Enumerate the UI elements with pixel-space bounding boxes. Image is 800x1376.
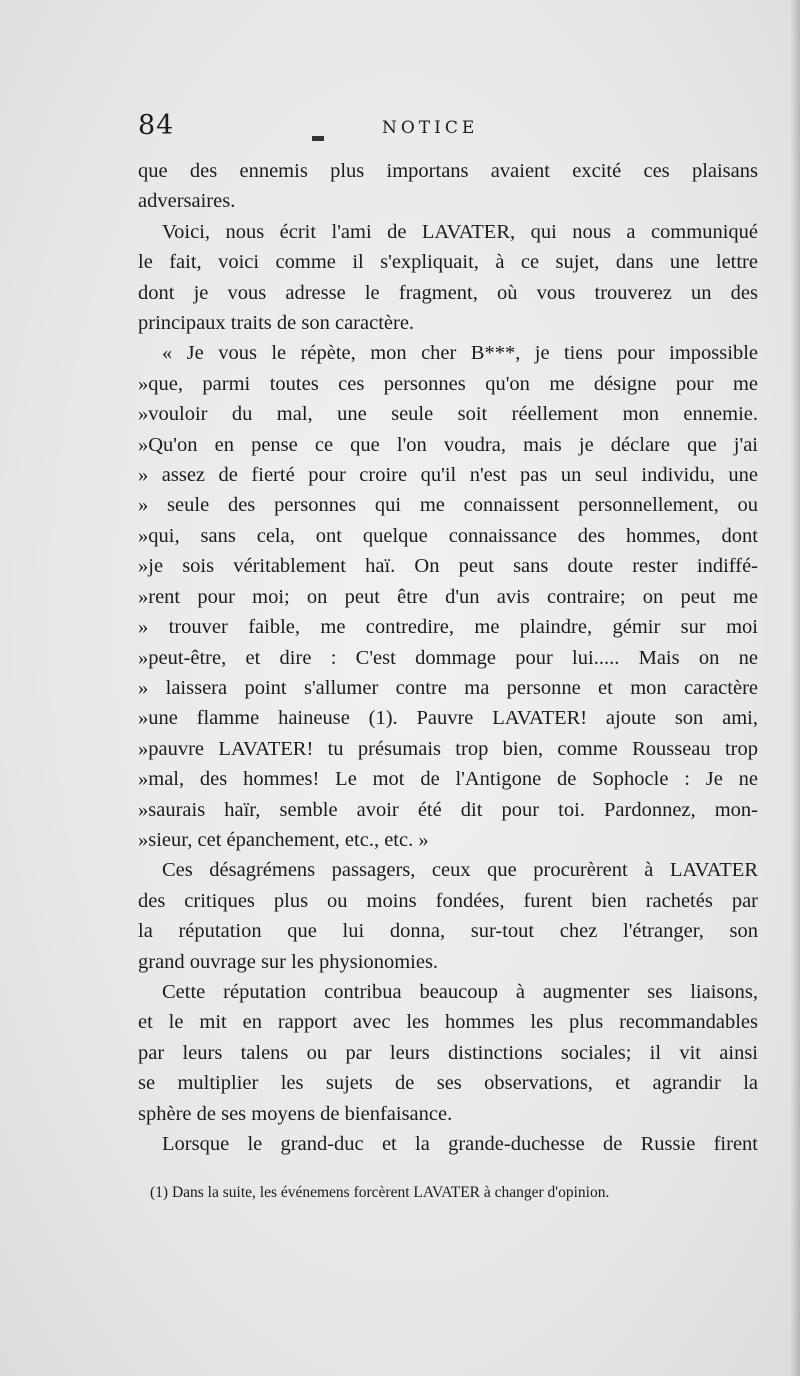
text-line: »Qu'on en pense ce que l'on voudra, mais je déclare que j'ai (138, 433, 758, 456)
text-line: que des ennemis plus importans avaient excité ces plaisans (138, 160, 758, 182)
body-text (138, 156, 758, 1159)
text-line: adversaires. (138, 190, 236, 213)
text-line: »rent pour moi; on peut être d'un avis contraire; on peut me (138, 585, 758, 608)
text-line: »sieur, cet épanchement, etc., etc. » (138, 828, 429, 851)
page-number: 84 (138, 110, 175, 141)
text-line: par leurs talens ou par leurs distinctions sociales; il vit ainsi (138, 1041, 758, 1064)
text-line: »une flamme haineuse (1). Pauvre LAVATER! ajoute son ami, (138, 707, 758, 730)
text-line: Lorsque le grand-duc et la grande-duchesse de Russie firent (162, 1133, 758, 1155)
text-line: »pauvre LAVATER! tu présumais trop bien, comme Rousseau trop (138, 737, 758, 760)
running-head: NOTICE (382, 118, 479, 138)
text-line: grand ouvrage sur les physionomies. (138, 950, 439, 973)
page-edge-shadow (790, 0, 800, 1376)
text-line: »je sois véritablement haï. On peut sans doute rester indiffé- (138, 555, 758, 578)
text-line: et le mit en rapport avec les hommes les plus recommandables (138, 1011, 758, 1034)
text-line: dont je vous adresse le fragment, où vous trouverez un des (138, 281, 758, 304)
footnote: (1) Dans la suite, les événemens forcèrent LAVATER à changer d'opinion. (150, 1184, 610, 1201)
text-line: »qui, sans cela, ont quelque connaissance des hommes, dont (138, 524, 758, 547)
text-line: » seule des personnes qui me connaissent personnellement, ou (138, 494, 758, 517)
text-line: Cette réputation contribua beaucoup à augmenter ses liaisons, (162, 980, 758, 1003)
text-line: »mal, des hommes! Le mot de l'Antigone de Sophocle : Je ne (138, 768, 758, 791)
text-line: »vouloir du mal, une seule soit réellement mon ennemie. (138, 403, 758, 426)
text-line: Voici, nous écrit l'ami de LAVATER, qui nous a communiqué (162, 220, 758, 243)
text-line: le fait, voici comme il s'expliquait, à ce sujet, dans une lettre (138, 251, 758, 274)
text-line: des critiques plus ou moins fondées, furent bien rachetés par (138, 889, 758, 912)
text-line: se multiplier les sujets de ses observations, et agrandir la (138, 1072, 758, 1095)
text-line: » trouver faible, me contredire, me plaindre, gémir sur moi (138, 616, 758, 639)
text-line: la réputation que lui donna, sur-tout chez l'étranger, son (138, 920, 758, 943)
text-line: « Je vous le répète, mon cher B***, je tiens pour impossible (162, 342, 758, 365)
text-line: »que, parmi toutes ces personnes qu'on me désigne pour me (138, 372, 758, 395)
text-line: sphère de ses moyens de bienfaisance. (138, 1102, 453, 1125)
text-line: »peut-être, et dire : C'est dommage pour lui..... Mais on ne (138, 646, 758, 669)
text-line: principaux traits de son caractère. (138, 312, 415, 335)
text-line: Ces désagrémens passagers, ceux que procurèrent à LAVATER (162, 859, 758, 882)
text-line: » assez de fierté pour croire qu'il n'est pas un seul individu, une (138, 464, 758, 487)
text-line: » laissera point s'allumer contre ma personne et mon caractère (138, 676, 758, 699)
page-header (138, 110, 758, 150)
header-ornament (312, 136, 324, 141)
text-line: »saurais haïr, semble avoir été dit pour toi. Pardonnez, mon- (138, 798, 758, 821)
